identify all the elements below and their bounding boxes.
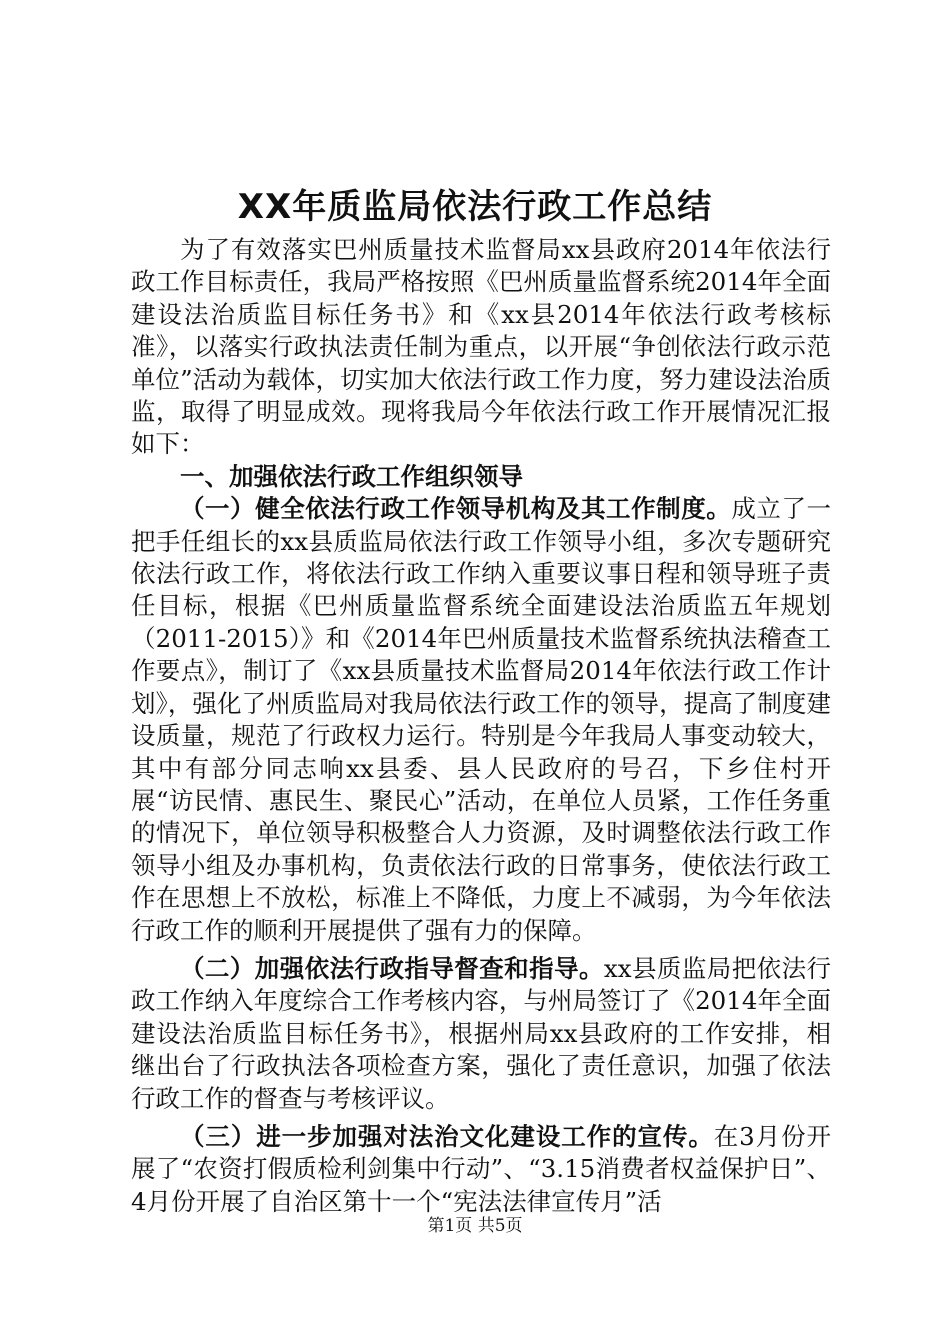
intro-paragraph: 为了有效落实巴州质量技术监督局xx县政府2014年依法行政工作目标责任，我局严格按照《巴州质量监督系统2014年全面建设法治质监目标任务书》和《xx县2014年依法行政考核标准》，以落实行政执法责任制为重点，以开展“争创依法行政示范单位”活动为载体，切实加大依法行政工作力度，努力建设法治质监，取得了明显成效。现将我局今年依法行政工作开展情况汇报如下： [131,235,831,459]
paragraph-2-body: xx县质监局把依法行政工作纳入年度综合工作考核内容，与州局签订了《2014年全面建设法治质监目标任务书》，根据州局xx县政府的工作安排，相继出台了行政执法各项检查方案，强化了责任意识，加强了依法行政工作的督查与考核评议。 [131,953,831,1113]
document-body [131,234,831,1218]
paragraph-2-lead: （二）加强依法行政指导督查和指导。 [180,953,604,983]
paragraph-1-body: 成立了一把手任组长的xx县质监局依法行政工作领导小组，多次专题研究依法行政工作，将依法行政工作纳入重要议事日程和领导班子责任目标，根据《巴州质量监督系统全面建设法治质监五年规划（2011-2015）》和《2014年巴州质量技术监督系统执法稽查工作要点》，制订了《xx县质量技术监督局2014年依法行政工作计划》，强化了州质监局对我局依法行政工作的领导，提高了制度建设质量，规范了行政权力运行。特别是今年我局人事变动较大，其中有部分同志响xx县委、县人民政府的号召，下乡住村开展“访民情、惠民生、聚民心”活动，在单位人员紧，工作任务重的情况下，单位领导积极整合人力资源，及时调整依法行政工作领导小组及办事机构，负责依法行政的日常事务，使依法行政工作在思想上不放松，标准上不降低，力度上不减弱，为今年依法行政工作的顺利开展提供了强有力的保障。 [131,494,832,945]
paragraph-2 [131,953,831,1115]
paragraph-1-lead: （一）健全依法行政工作领导机构及其工作制度。 [180,494,732,524]
page-footer: 第1页 共5页 [427,1216,523,1236]
section-heading: 一、加强依法行政工作组织领导 [180,461,523,491]
paragraph-3-body: 在3月份开展了“农资打假质检利剑集中行动”、“3.15消费者权益保护日”、4月份开展了自治区第十一个“宪法法律宣传月”活 [131,1121,832,1216]
paragraph-1 [131,493,831,947]
paragraph-3 [131,1121,831,1218]
paragraph-3-lead: （三）进一步加强对法治文化建设工作的宣传。 [180,1121,714,1151]
document-title: XX年质监局依法行政工作总结 [237,187,713,227]
